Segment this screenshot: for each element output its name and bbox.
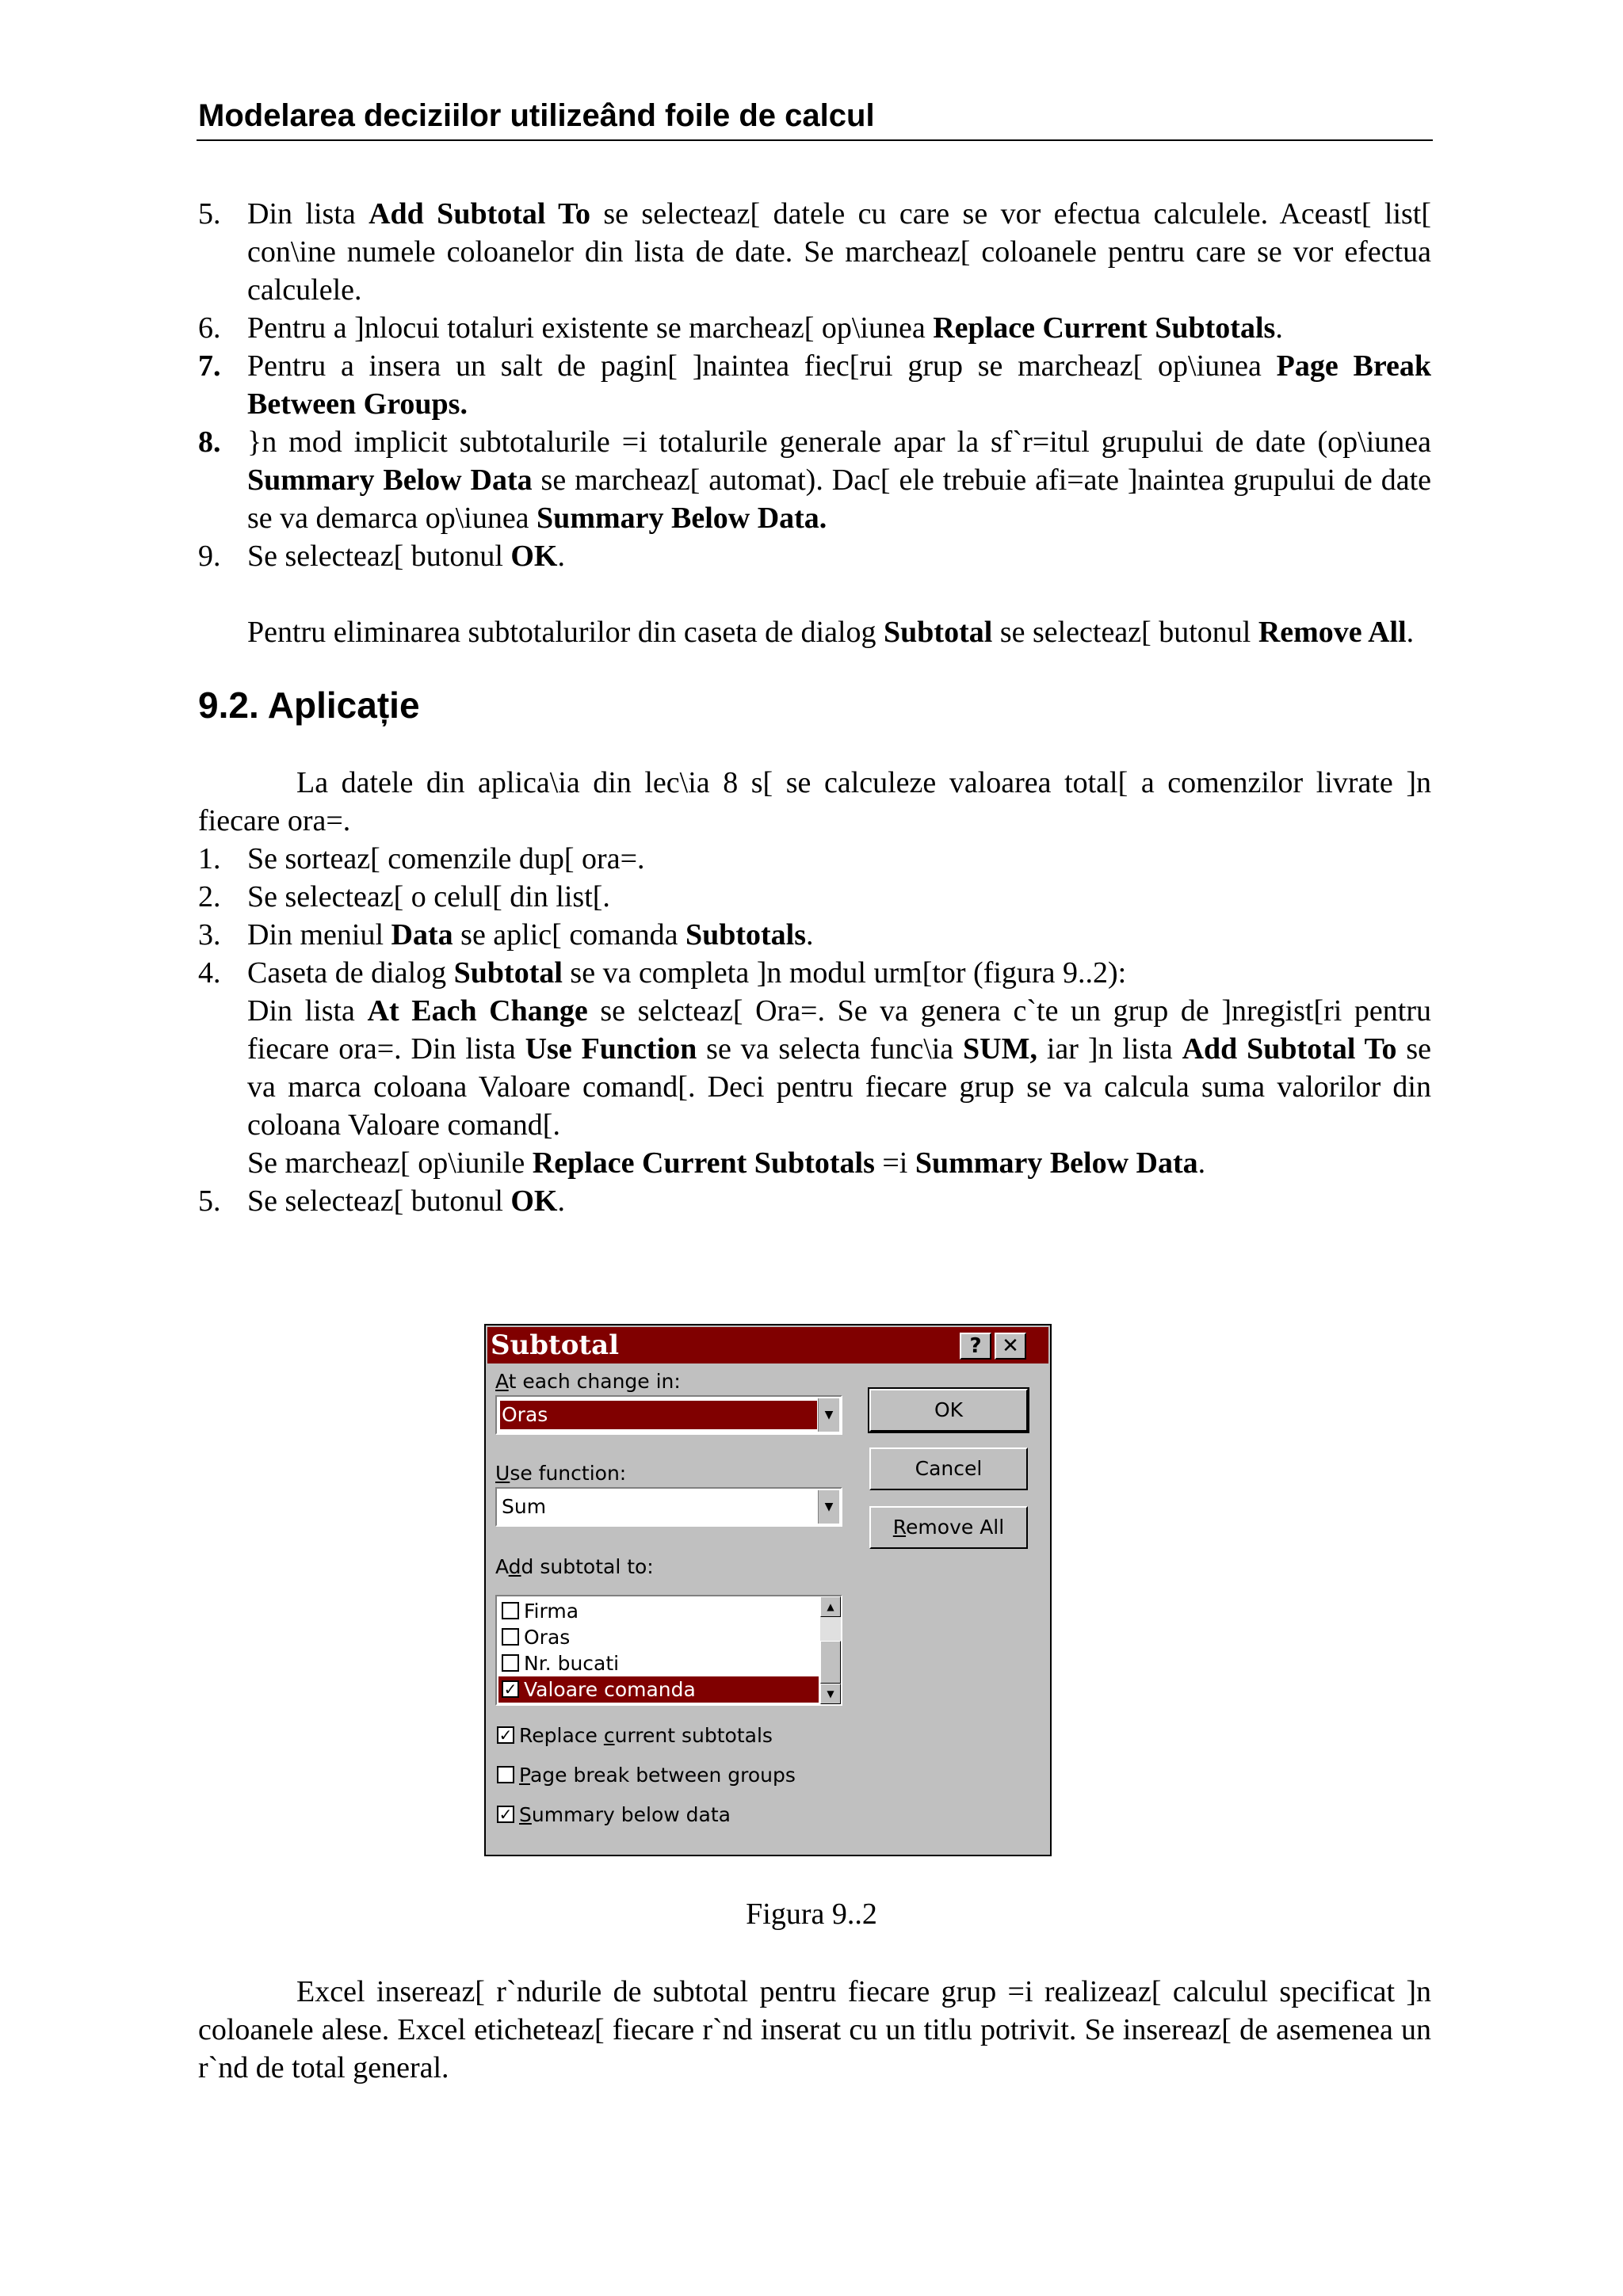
column-name: Nr. bucati: [524, 1652, 620, 1675]
list-item: [198, 1182, 1431, 1220]
list-item-number: 6.: [198, 311, 221, 345]
list-item: [198, 309, 1431, 347]
close-button[interactable]: [995, 1333, 1026, 1360]
list-item-number: 1.: [198, 842, 221, 875]
closing-paragraph: Excel insereaz[ r`ndurile de subtotal pentru fiecare grup =i realizeaz[ calculul specificat ]n coloanele alese. Excel eticheteaz[ fiecare r`nd inserat cu un titlu potrivit. Se insereaz[ de asemenea un r`nd de total general.: [198, 1975, 1431, 2084]
checkbox-checked-icon[interactable]: ✓: [497, 1806, 514, 1823]
subtotal-dialog: [484, 1324, 1052, 1856]
list-item-number: 5.: [198, 197, 221, 231]
option-checkbox[interactable]: [494, 1802, 731, 1828]
list-item-number: 2.: [198, 880, 221, 913]
add-subtotal-label: Add subtotal to:: [495, 1555, 654, 1578]
list-item-text: Pentru a insera un salt de pagin[ ]naintea fiec[rui grup se marcheaz[ op\iunea Page Break Between Groups.: [247, 349, 1431, 421]
at-each-change-dropdown[interactable]: [495, 1395, 842, 1435]
cancel-button[interactable]: Cancel: [869, 1447, 1028, 1490]
scroll-thumb[interactable]: [820, 1641, 841, 1684]
list-item: [198, 423, 1431, 537]
dialog-titlebar: [487, 1327, 1048, 1363]
list-item-text: Din meniul Data se aplic[ comanda Subtotals.: [247, 918, 814, 952]
list-item-number: 4.: [198, 956, 221, 990]
list-item: [198, 954, 1431, 1182]
add-subtotal-listbox[interactable]: [495, 1595, 842, 1706]
option-label: Page break between groups: [519, 1764, 796, 1787]
scroll-down-icon[interactable]: ▼: [820, 1684, 841, 1704]
header-title: Modelarea deciziilor utilizeând foile de calcul: [198, 98, 875, 133]
list-item-text: Se selecteaz[ butonul OK.: [247, 540, 565, 573]
list-item-text: Caseta de dialog Subtotal se va completa ]n modul urm[tor (figura 9..2): Din lista At Each Change se selcteaz[ Ora=. Se va genera c`te un grup de ]nregist[ri pentru fiecare ora=. Din lista Use Function se va selecta func\ia SUM, iar ]n lista Add Subtotal To se va marca coloana Valoare comand[. Deci pentru fiecare grup se va calcula suma valorilor din coloana Valoare comand[. Se marcheaz[ op\iunile Replace Current Subtotals =i Summary Below Data.: [247, 956, 1431, 1180]
option-checkbox[interactable]: [494, 1723, 773, 1749]
list-item-text: Din lista Add Subtotal To se selecteaz[ datele cu care se vor efectua calculele. Aceast[ list[ con\ine numele coloanelor din lista de date. Se marcheaz[ coloanele pentru care se vor efectua calculele.: [247, 197, 1432, 307]
at-each-change-value: Oras: [500, 1401, 817, 1429]
ok-button[interactable]: OK: [869, 1389, 1028, 1432]
list-item-number: 8.: [198, 425, 221, 459]
scroll-up-icon[interactable]: ▲: [820, 1596, 841, 1617]
list-item[interactable]: [498, 1598, 819, 1624]
checkbox-icon[interactable]: [502, 1628, 519, 1646]
list-item: [198, 916, 1431, 954]
help-button[interactable]: [960, 1333, 991, 1360]
list-item[interactable]: [498, 1624, 819, 1650]
option-label: Summary below data: [519, 1803, 731, 1826]
column-name: Valoare comanda: [524, 1678, 696, 1701]
column-name: Firma: [524, 1600, 579, 1623]
list-item-number: 5.: [198, 1184, 221, 1218]
list-item: [198, 195, 1431, 309]
list-item: [198, 347, 1431, 423]
chevron-down-icon[interactable]: ▼: [818, 1490, 839, 1524]
list-item-number: 3.: [198, 918, 221, 952]
section-title: 9.2. Aplicație: [198, 685, 420, 726]
list-item: [198, 537, 1431, 575]
figure-caption: Figura 9..2: [746, 1897, 877, 1931]
use-function-label: Use function:: [495, 1462, 627, 1485]
page-header: [197, 95, 1433, 141]
help-icon: ?: [969, 1334, 982, 1358]
document-body: [198, 195, 1431, 1220]
remove-all-paragraph: Pentru eliminarea subtotalurilor din caseta de dialog Subtotal se selecteaz[ butonul Remove All.: [247, 616, 1415, 649]
list-item-text: Pentru a ]nlocui totaluri existente se marcheaz[ op\iunea Replace Current Subtotals.: [247, 311, 1283, 345]
checkbox-checked-icon[interactable]: ✓: [502, 1680, 519, 1698]
list-item-text: Se sorteaz[ comenzile dup[ ora=.: [247, 842, 645, 875]
list-item-text: }n mod implicit subtotalurile =i totalurile generale apar la sf`r=itul grupului de date (op\iunea Summary Below Data se marcheaz[ automat). Dac[ ele trebuie afi=ate ]naintea grupului de date se va demarca op\iunea Summary Below Data.: [247, 425, 1431, 535]
at-each-change-label: At each change in:: [495, 1370, 681, 1393]
steps-list-top: [198, 195, 1431, 575]
list-item-text: Se selecteaz[ butonul OK.: [247, 1184, 565, 1218]
list-item-text: Se selecteaz[ o celul[ din list[.: [247, 880, 610, 913]
option-label: Replace current subtotals: [519, 1724, 773, 1747]
column-name: Oras: [524, 1626, 571, 1649]
checkbox-icon[interactable]: [502, 1654, 519, 1672]
listbox-scrollbar[interactable]: [820, 1596, 841, 1704]
list-item[interactable]: [498, 1676, 819, 1703]
option-checkbox[interactable]: [494, 1763, 796, 1788]
use-function-dropdown[interactable]: [495, 1487, 842, 1527]
checkbox-icon[interactable]: [497, 1766, 514, 1783]
close-icon: ✕: [1002, 1334, 1019, 1358]
chevron-down-icon[interactable]: ▼: [818, 1398, 839, 1432]
list-item-number: 7.: [198, 349, 221, 383]
list-item: [198, 840, 1431, 878]
list-item-number: 9.: [198, 540, 221, 573]
steps-list-application: [198, 840, 1431, 1220]
dialog-title: Subtotal: [491, 1329, 620, 1361]
intro-paragraph: La datele din aplica\ia din lec\ia 8 s[ se calculeze valoarea total[ a comenzilor livrate ]n fiecare ora=.: [198, 766, 1431, 837]
list-item[interactable]: [498, 1650, 819, 1676]
use-function-value: Sum: [502, 1495, 547, 1518]
checkbox-icon[interactable]: [502, 1602, 519, 1619]
list-item: [198, 878, 1431, 916]
remove-all-button[interactable]: Remove All: [869, 1506, 1028, 1549]
checkbox-checked-icon[interactable]: ✓: [497, 1726, 514, 1744]
